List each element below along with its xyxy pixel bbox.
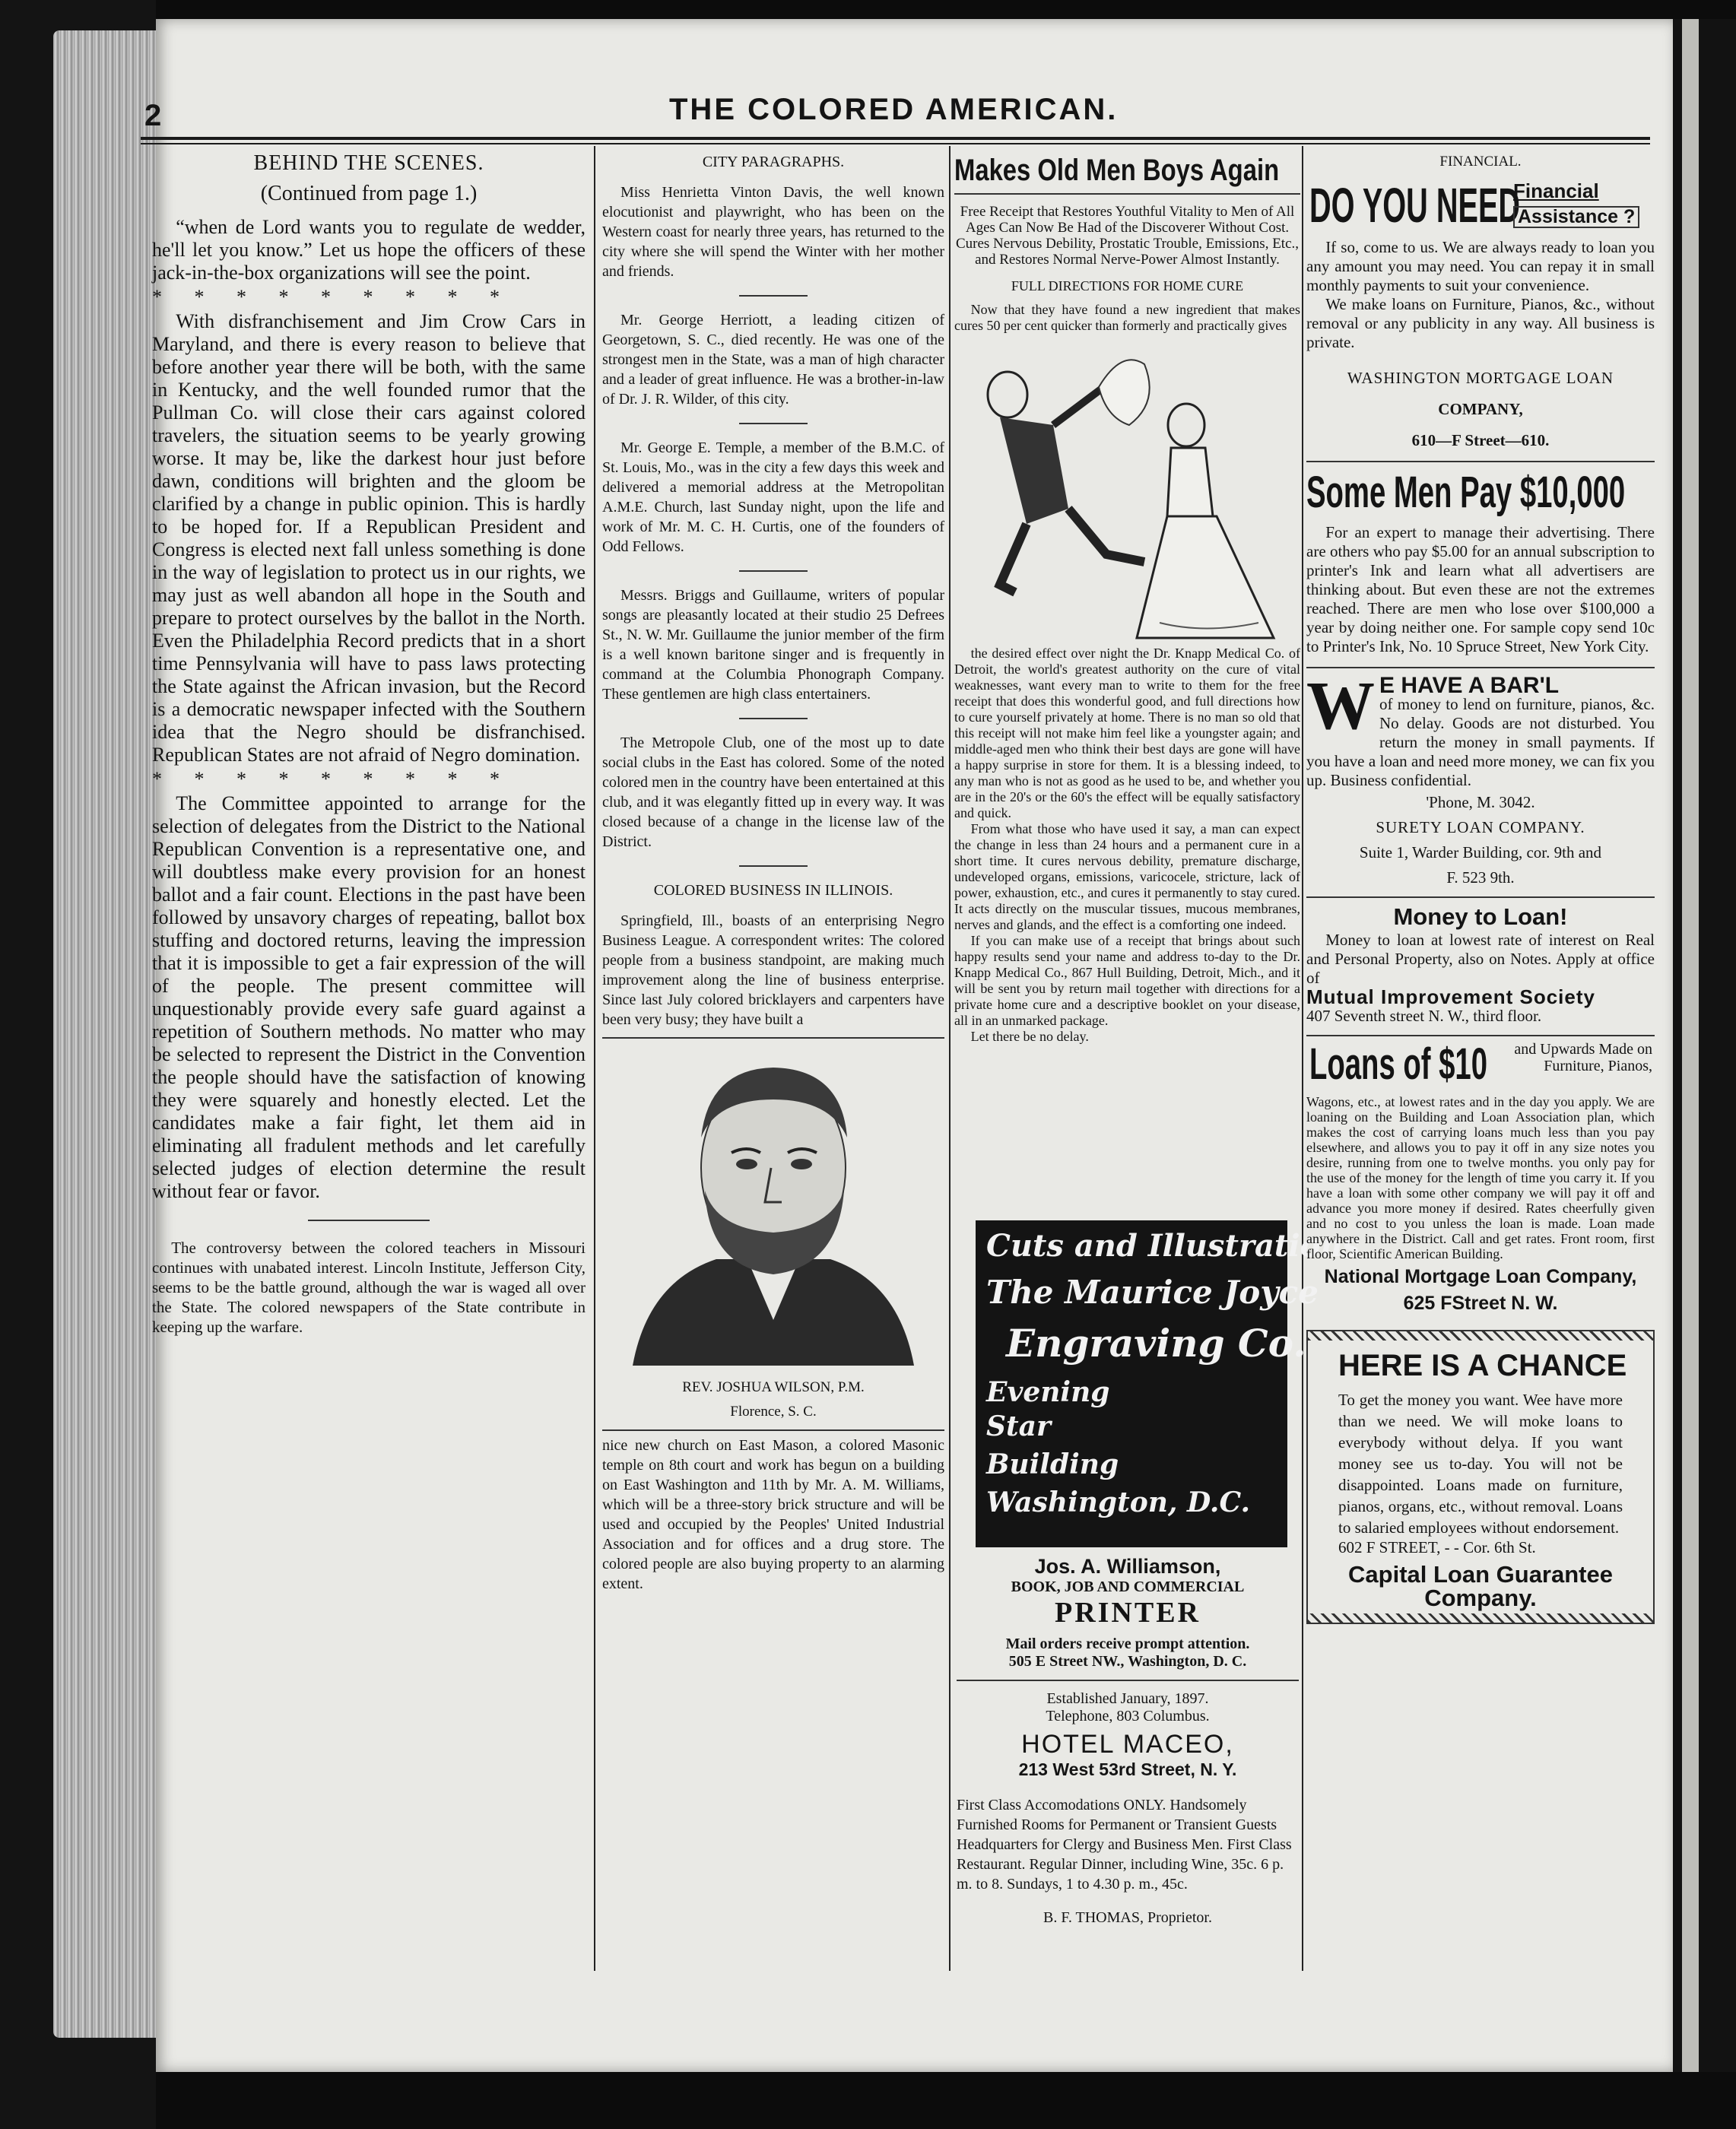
ad-paragraph: Wagons, etc., at lowest rates and in the day you apply. We are loaning on the Building and Loan Association plan, which makes the cost of carrying loans much less than you pay elsewhere, and allows you to pay it off in any size notes you desire, running from one to twelve months. you only pay for the use of the money for the length of time you carry it. If you have a loan with some other company we will pay it off and advance you more money if desired. Rates cheerfully given and no cost to you unless the loan is made. Loan made anywhere in the District. Call and get rates. Front room, first floor, Scientific American Building.	[1306, 1094, 1655, 1261]
page-number: 2	[144, 99, 162, 132]
separator	[739, 295, 808, 297]
news-item: The Metropole Club, one of the most up to date social clubs in the East has colored. Some of the noted colored men in the country have been entertained at this club, and it was elegantly fitted up in every way. It was closed because of a change in the license law of the District.	[602, 735, 944, 850]
ad-paragraph: the desired effect over night the Dr. Knapp Medical Co. of Detroit, the world's greatest authority on the cure of vital weaknesses, want every man to write to them for the free receipt that does this wonderful good, and full directions how to cure yourself privately at home. There is no man so old that this receipt will not make him feel like a youngster again; and middle-aged men who think their best days are gone will have a happy surprise in store for them. It is a blessing indeed, to any man who is not as good as he used to be, and whether you are in the 20's or the 60's the effect will be equally satisfactory and quick.	[954, 646, 1300, 820]
ad-paragraph: Now that they have found a new ingredient that makes cures 50 per cent quicker than formerly and practically gives	[954, 302, 1300, 333]
chance-ad	[1306, 1330, 1655, 1624]
separator	[739, 865, 808, 867]
ad-deck: Free Receipt that Restores Youthful Vitality to Men of All Ages Can Now Be Had of the Discoverer Without Cost. Cures Nervous Debility, Prostatic Trouble, Emissions, Etc., and Restores Normal Nerve-Power Almost Instantly.	[955, 204, 1300, 268]
do-you-need-big: DO YOU NEED	[1309, 178, 1521, 233]
wml-company: COMPANY,	[1438, 400, 1523, 418]
hotel-name: HOTEL MACEO,	[1021, 1730, 1234, 1759]
column-city-paragraphs	[602, 152, 944, 1594]
barl-title: E HAVE A BAR'L	[1379, 673, 1560, 698]
ad-paragraph: If so, come to us. We are always ready to loan you any amount you may need. You can repay it in small monthly payments to suit your convenience.	[1306, 238, 1655, 294]
section-divider: * * * * * * * * *	[152, 286, 513, 308]
ad-paragraph: We make loans on Furniture, Pianos, &c., without removal or any publicity in any way. All business is private.	[1306, 295, 1655, 351]
barl-ad	[1306, 668, 1655, 790]
printer-line: BOOK, JOB AND COMMERCIAL	[1011, 1579, 1245, 1595]
ad-paragraph: For an expert to manage their advertising. There are others who pay $5.00 for an annual subscription to printer's Ink and learn what all advertisers are thinking about. But even these are not the extremes reached. There are men who lose over $100,000 a year by doing neither one. For sample copy send 10c to Printer's Ink, No. 10 Spruce Street, New York City.	[1306, 523, 1655, 655]
ad-paragraph: Let there be no delay.	[970, 1029, 1089, 1044]
printer-big: PRINTER	[1054, 1597, 1201, 1629]
masthead-title: THE COLORED AMERICAN.	[669, 93, 1119, 126]
article-paragraph: “when de Lord wants you to regulate de wedder, he'll let you know.” Let us hope the officers of these jack-in-the-box organizations will see the point.	[152, 216, 586, 284]
separator	[308, 1220, 430, 1221]
wml-address: 610—F Street—610.	[1411, 431, 1550, 449]
ad-paragraph: of money to lend on furniture, pianos, &c. No delay. Goods are not disturbed. You return the money in small payments. If you have a loan and need more money, we can fix you up. Business confidential.	[1306, 695, 1655, 789]
do-you-need-small: Assistance ?	[1513, 206, 1639, 228]
hotel-address: 213 West 53rd Street, N. Y.	[1018, 1759, 1237, 1779]
hotel-established: Established January, 1897.	[1046, 1690, 1209, 1707]
article-subheading: (Continued from page 1.)	[260, 182, 478, 205]
some-men-pay-title: Some Men Pay $10,000	[1306, 468, 1626, 517]
news-item: Springfield, Ill., boasts of an enterprising Negro Business League. A correspondent writes: The colored people from a business standpoint, are making much improvement along the line of business enterprise. Since last July colored bricklayers and carpenters have been very busy; they have built a	[602, 912, 944, 1028]
do-you-need-header	[1306, 179, 1655, 232]
page-stack-edge	[53, 30, 167, 2038]
loans-side: and Upwards Made on Furniture, Pianos,	[1514, 1041, 1652, 1074]
separator	[739, 570, 808, 572]
article-heading: BEHIND THE SCENES.	[253, 151, 484, 175]
engraving-line: Cuts and Illustrations	[986, 1228, 1360, 1264]
ad-subhead: FULL DIRECTIONS FOR HOME CURE	[1011, 278, 1244, 293]
column-rule-2	[949, 146, 951, 1971]
chance-title: HERE IS A CHANCE	[1338, 1349, 1627, 1382]
engraving-line: Evening	[986, 1376, 1110, 1408]
news-item: Miss Henrietta Vinton Davis, the well known elocutionist and playwright, who has been on the Western coast for nearly three years, has returned to the city where she will spend the Winter with her mother and friends.	[602, 184, 944, 280]
wml-name: WASHINGTON MORTGAGE LOAN	[1347, 369, 1614, 387]
engraving-line: Washington, D.C.	[986, 1486, 1250, 1518]
ad-rule	[954, 193, 1300, 195]
loans-header	[1306, 1041, 1655, 1088]
ad-rule	[1306, 896, 1655, 898]
barl-address: Suite 1, Warder Building, cor. 9th and	[1359, 843, 1602, 861]
portrait-image	[602, 1039, 944, 1373]
ad-rule	[1306, 1035, 1655, 1036]
section-divider: * * * * * * * * *	[152, 768, 513, 790]
ad-paragraph: If you can make use of a receipt that brings about such happy results send your name and address to-day to the Dr. Knapp Medical Co., 867 Hull Building, Detroit, Mich., and it will be sent you by return mail together with directions for a private home cure and a descriptive booklet on your disease, all in an unmarked package.	[954, 933, 1300, 1028]
next-page-strip	[1682, 19, 1699, 2072]
column-financial	[1306, 152, 1655, 1624]
loans-company: National Mortgage Loan Company,	[1324, 1266, 1637, 1287]
article-paragraph: With disfranchisement and Jim Crow Cars in Maryland, and there is every reason to believe that before another year there will be both, with the same in Kentucky, and the well founded rumor that the Pullman Co. will close their cars against colored travelers, the situation seems to be yearly growing worse. It may be, like the darkest hour just before dawn, conditions will brighten and the gloom be clarified by a change in public opinion. This is hardly to be hoped for. If a Republican President and Congress is elected next fall unless something is done in the way of legislation to protect us in our rights, we may just as well abandon all hope in the South and prepare to protect ourselves by the ballot in the North. Even the Philadelphia Record predicts that in a short time Pennsylvania will have to pass laws protecting the State against the African invasion, but the Record is a democratic newspaper infected with the Southern idea that the Negro should be disfranchised. Republican States are not afraid of Negro domination.	[152, 310, 586, 766]
column-advertisements	[954, 152, 1300, 1045]
ad-headline: Makes Old Men Boys Again	[954, 154, 1280, 187]
column-rule-1	[594, 146, 595, 1971]
engraving-line: Engraving Co.	[1006, 1321, 1306, 1366]
ad-rule	[957, 1680, 1299, 1681]
separator	[739, 718, 808, 719]
section-heading: FINANCIAL.	[1439, 154, 1522, 170]
chance-address: 602 F STREET, - - Cor. 6th St.	[1338, 1538, 1536, 1556]
money-to-loan-title: Money to Loan!	[1393, 903, 1568, 930]
loans-big: Loans of $10	[1309, 1039, 1488, 1089]
chance-company: Company.	[1424, 1585, 1537, 1611]
hotel-proprietor: B. F. THOMAS, Proprietor.	[1043, 1909, 1212, 1926]
dancing-couple-image	[954, 334, 1300, 646]
separator	[739, 423, 808, 424]
ad-paragraph: Money to loan at lowest rate of interest on Real and Personal Property, also on Notes. Apply at office of	[1306, 931, 1655, 987]
chance-company: Capital Loan Guarantee	[1348, 1561, 1613, 1588]
ad-paragraph: To get the money you want. Wee have more than we need. We will moke loans to everybody without delya. If you want money see us to-day. You will not be disappointed. Loans made on furniture, pianos, organs, etc., without removal. Loans to salaried employees without endorsement.	[1338, 1391, 1623, 1537]
article-paragraph: The Committee appointed to arrange for the selection of delegates from the District to the National Republican Convention is a representative one, and will doubtless make every provision for an honest ballot and a fair count. Elections in the past have been followed by unsavory charges of repeating, ballot box stuffing and doctored returns, leaving the impression that it is impossible to get a fair expression of the will of the people. The present committee will unquestionably provide every safe guard against a repetition of Southern methods. No matter who may be selected to represent the District in the Convention the people should have the satisfaction of knowing they were squarely and honestly elected. Let the candidates make a fair fight, let them aid in eliminating all fradulent methods and let carefully selected judges of election determine the result without fear or favor.	[152, 792, 586, 1202]
printer-ad	[957, 1555, 1299, 1927]
ad-illustration	[954, 334, 1300, 646]
printer-mail: Mail orders receive prompt attention.	[1005, 1636, 1250, 1652]
mtl-address: 407 Seventh street N. W., third floor.	[1306, 1007, 1542, 1025]
ad-paragraph: From what those who have used it say, a man can expect the change in less than 24 hours and a permanent cure in a short time. It cures nervous debility, premature discharge, undeveloped organs, emissions, varicocele, stricture, lack of power, exhaustion, etc., and cures it permanently to stay cured. It acts directly on the muscular tissues, mucous membranes, nerves and glands, and the effect is a comforting one indeed.	[954, 821, 1300, 932]
portrait-caption: REV. JOSHUA WILSON, P.M.	[682, 1379, 865, 1395]
printer-name: Jos. A. Williamson,	[1034, 1555, 1221, 1578]
column-behind-the-scenes	[152, 152, 586, 1337]
barl-address: F. 523 9th.	[1446, 868, 1515, 887]
barl-company: SURETY LOAN COMPANY.	[1376, 818, 1585, 836]
do-you-need-small: Financial	[1513, 179, 1599, 202]
news-item: Mr. George Herriott, a leading citizen of Georgetown, S. C., died recently. He was one of the strongest men in the State, was a man of high character and a leader of great influence. He was a brother-in-law of Dr. J. R. Wilder, of this city.	[602, 312, 944, 408]
hotel-body: First Class Accomodations ONLY. Handsomely Furnished Rooms for Permanent or Transient Guests Headquarters for Clergy and Business Men. First Class Restaurant. Regular Dinner, including Wine, 35c. 6 p. m. to 8. Sundays, 1 to 4.30 p. m., 45c.	[957, 1797, 1292, 1893]
loans-address: 625 FStreet N. W.	[1403, 1293, 1558, 1314]
hotel-telephone: Telephone, 803 Columbus.	[1046, 1708, 1210, 1724]
engraving-line: Star	[986, 1410, 1051, 1442]
border-pattern	[1308, 1613, 1653, 1623]
article-paragraph: The controversy between the colored teachers in Missouri continues with unabated interest. Lincoln Institute, Jefferson City, seems to be the battle ground, although the war is waged all over the State. The colored newspapers of the State contribute in keeping up the warfare.	[152, 1239, 586, 1336]
news-item: Messrs. Briggs and Guillaume, writers of popular songs are pleasantly located at their studio 25 Defrees St., N. W. Mr. Guillaume the junior member of the firm is a well known baritone singer and is frequently in command at the Columbia Phonograph Company. These gentlemen are high class entertainers.	[602, 587, 944, 703]
mtl-society: Mutual Improvement Society	[1306, 985, 1595, 1008]
barl-phone: 'Phone, M. 3042.	[1426, 793, 1535, 811]
engraving-line: Building	[986, 1448, 1119, 1480]
engraving-ad	[976, 1220, 1360, 1547]
drop-cap: W	[1306, 668, 1375, 744]
column-rule-3	[1302, 146, 1303, 1971]
masthead-rule-thin	[141, 143, 1650, 144]
masthead-rule	[141, 137, 1650, 140]
news-item: Mr. George E. Temple, a member of the B.M.C. of St. Louis, Mo., was in the city a few days this week and delivered a memorial address at the Metropolitan A.M.E. Church, last Sunday night, upon the life and work of Mr. M. C. H. Curtis, one of the founders of Odd Fellows.	[602, 439, 944, 555]
portrait-engraving	[602, 1039, 944, 1373]
border-pattern	[1308, 1331, 1653, 1341]
section-heading: COLORED BUSINESS IN ILLINOIS.	[653, 882, 893, 899]
ad-rule	[1306, 461, 1655, 462]
engraving-line: The Maurice Joyce	[986, 1274, 1319, 1311]
news-item: nice new church on East Mason, a colored Masonic temple on 8th court and work has begun on a building on East Washington and 11th by Mr. A. M. Williams, which will be a three-story brick structure and will be used and occupied by the Peoples' United Industrial Association and for offices and a drug store. The colored people are also buying property to an alarming extent.	[602, 1437, 944, 1592]
section-heading: CITY PARAGRAPHS.	[702, 154, 845, 170]
portrait-rule	[602, 1429, 944, 1431]
printer-address: 505 E Street NW., Washington, D. C.	[1008, 1653, 1247, 1670]
portrait-place: Florence, S. C.	[730, 1404, 817, 1420]
